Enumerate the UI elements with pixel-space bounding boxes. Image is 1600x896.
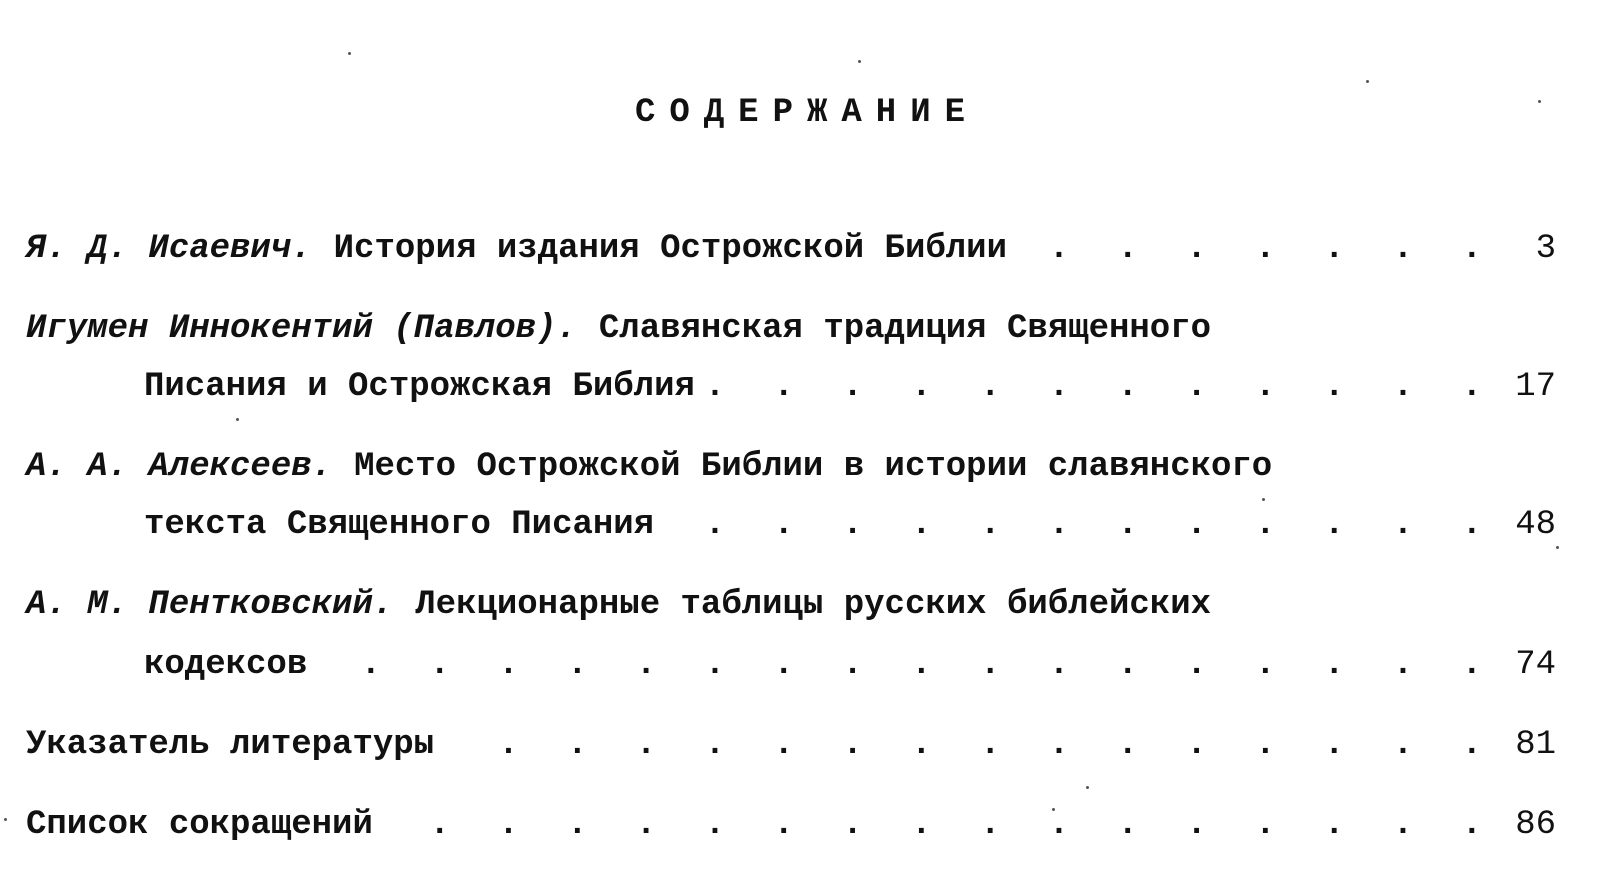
toc-entry-title-cont: текста Священного Писания (144, 506, 655, 544)
scan-speck (1538, 100, 1541, 103)
page-title: СОДЕРЖАНИЕ (634, 94, 980, 132)
scan-speck (1052, 808, 1055, 811)
toc-entry-title-cont: кодексов (144, 646, 308, 684)
toc-leader-dots (709, 368, 1496, 406)
toc-leader-dots (321, 646, 1496, 684)
toc-entry-title: Славянская традиция Священного (598, 310, 1211, 348)
toc-entry-title: Место Острожской Библии в истории славянского (354, 448, 1273, 486)
toc-entry-title: Указатель литературы (26, 726, 435, 764)
scan-speck (1366, 80, 1369, 83)
scan-speck (858, 60, 861, 63)
toc-entry-pentkovsky[interactable] (26, 586, 1556, 630)
toc-entry-alekseev[interactable] (26, 448, 1556, 492)
toc-entry-abbreviations[interactable] (26, 806, 1556, 850)
toc-author: Я. Д. Исаевич. (26, 230, 312, 268)
toc-page-number: 81 (1515, 726, 1556, 764)
toc-entry-title: Лекционарные таблицы русских библейских (415, 586, 1211, 624)
toc-entry-innokentiy[interactable] (26, 310, 1556, 354)
toc-page-number: 3 (1535, 230, 1556, 268)
toc-entry-pentkovsky-cont[interactable] (144, 646, 1556, 690)
scan-speck (1556, 546, 1559, 549)
toc-page-number: 17 (1515, 368, 1556, 406)
toc-leader-dots (1021, 230, 1496, 268)
toc-entry-bibliography[interactable] (26, 726, 1556, 770)
toc-page-number: 74 (1515, 646, 1556, 684)
scan-speck (348, 52, 351, 55)
toc-leader-dots (668, 506, 1496, 544)
toc-entry-title: Список сокращений (26, 806, 373, 844)
toc-entry-title-cont: Писания и Острожская Библия (144, 368, 695, 406)
toc-leader-dots (387, 806, 1496, 844)
toc-page-number: 48 (1515, 506, 1556, 544)
toc-entry-alekseev-cont[interactable] (144, 506, 1556, 550)
toc-author: А. А. Алексеев. (26, 448, 333, 486)
toc-author: Игумен Иннокентий (Павлов). (26, 310, 577, 348)
scan-speck (1086, 786, 1089, 789)
scan-speck (4, 818, 7, 821)
scan-speck (1262, 498, 1265, 501)
toc-leader-dots (448, 726, 1496, 764)
scan-speck (236, 418, 239, 421)
toc-author: А. М. Пентковский. (26, 586, 394, 624)
toc-entry-innokentiy-cont[interactable] (144, 368, 1556, 412)
toc-entry-title: История издания Острожской Библии (333, 230, 1007, 268)
toc-entry-isaevich[interactable] (26, 230, 1556, 274)
toc-page-number: 86 (1515, 806, 1556, 844)
